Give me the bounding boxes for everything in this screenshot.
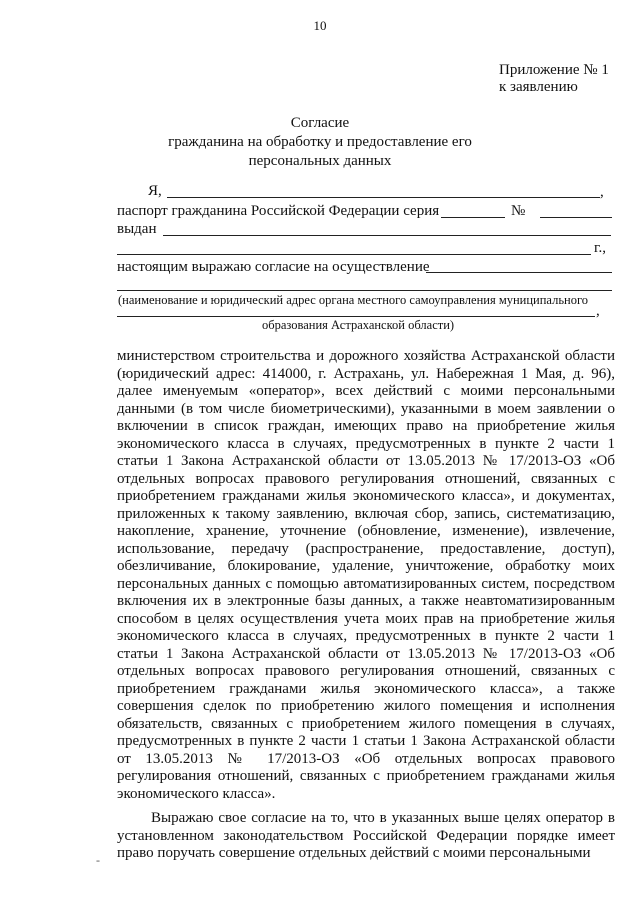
margin-mark: -: [96, 853, 100, 867]
name-end-comma: ,: [600, 184, 604, 200]
issued-field-line[interactable]: [163, 235, 611, 236]
passport-number-line[interactable]: [540, 217, 612, 218]
document-title: [0, 114, 640, 171]
authority-caption-line-1: (наименование и юридический адрес органа местного самоуправления муниципального: [118, 293, 589, 307]
authority-end-comma: ,: [596, 303, 600, 319]
title-line-3: персональных данных: [248, 153, 392, 169]
appendix-line-2: к заявлению: [499, 79, 578, 95]
body-paragraph-1: министерством строительства и дорожного хозяйства Астраханской области (юридический адрес: 414000, г. Астрахань, ул. Набережная 1 Мая, д. 96), далее именуемым «оператор», всех действий с моими персональными данными (в том числе биометрическими), указанными в моем заявлении о включении в список граждан, имеющих право на приобретение жилья экономического класса в случаях, предусмотренных в пункте 2 части 1 статьи 1 Закона Астраханской области от 13.05.2013 № 17/2013-ОЗ «Об отдельных вопросах правового регулирования отношений, связанных с приобретением гражданами жилья экономического класса», и документах, приложенных к такому заявлению, включая сбор, запись, систематизацию, накопление, хранение, уточнение (обновление, изменение), извлечение, использование, передачу (распространение, предоставление, доступ), обезличивание, блокирование, удаление, уничтожение, обработку моих персональных данных с помощью автоматизированных систем, посредством включения их в электронные базы данных, а также неавтоматизированным способом в целях осуществления учета моих прав на приобретение жилья экономического класса в случаях, предусмотренных в пункте 2 части 1 статьи 1 Закона Астраханской области от 13.05.2013 № 17/2013-ОЗ «Об отдельных вопросах правового регулирования отношений, связанных с приобретением гражданами жилья экономического класса», а также совершения сделок по приобретению жилого помещения и исполнения обязательств, связанных с приобретением жилого помещения в случаях, предусмотренных в пункте 2 части 1 статьи 1 Закона Астраханской области от 13.05.2013 № 17/2013-ОЗ «Об отдельных вопросах правового регулирования отношений, связанных с приобретением гражданами жилья экономического класса».: [117, 348, 615, 802]
title-line-1: Согласие: [290, 115, 350, 131]
name-label: Я,: [148, 183, 162, 199]
passport-number-label: №: [511, 203, 526, 219]
appendix-line-1: Приложение № 1: [499, 62, 609, 78]
consent-field-line[interactable]: [426, 272, 612, 273]
passport-label: паспорт гражданина Российской Федерации серия: [117, 203, 440, 219]
appendix-reference: [499, 62, 609, 96]
passport-series-line[interactable]: [441, 217, 505, 218]
year-label: г.,: [594, 240, 606, 256]
authority-caption-line-2: образования Астраханской области): [262, 318, 455, 332]
consent-label: настоящим выражаю согласие на осуществление: [117, 259, 430, 275]
page-number: 10: [313, 18, 327, 33]
issued-continuation-line[interactable]: [117, 254, 591, 255]
authority-field-line-2[interactable]: [117, 316, 595, 317]
consent-body: [117, 348, 615, 863]
body-paragraph-2: Выражаю свое согласие на то, что в указанных выше целях оператор в установленном законодательством Российской Федерации порядке имеет право поручать совершение отдельных действий с моими персональными: [117, 810, 615, 861]
title-line-2: гражданина на обработку и предоставление его: [168, 134, 472, 150]
issued-label: выдан: [117, 221, 157, 237]
name-field-line[interactable]: [167, 197, 600, 198]
authority-field-line[interactable]: [117, 290, 612, 291]
